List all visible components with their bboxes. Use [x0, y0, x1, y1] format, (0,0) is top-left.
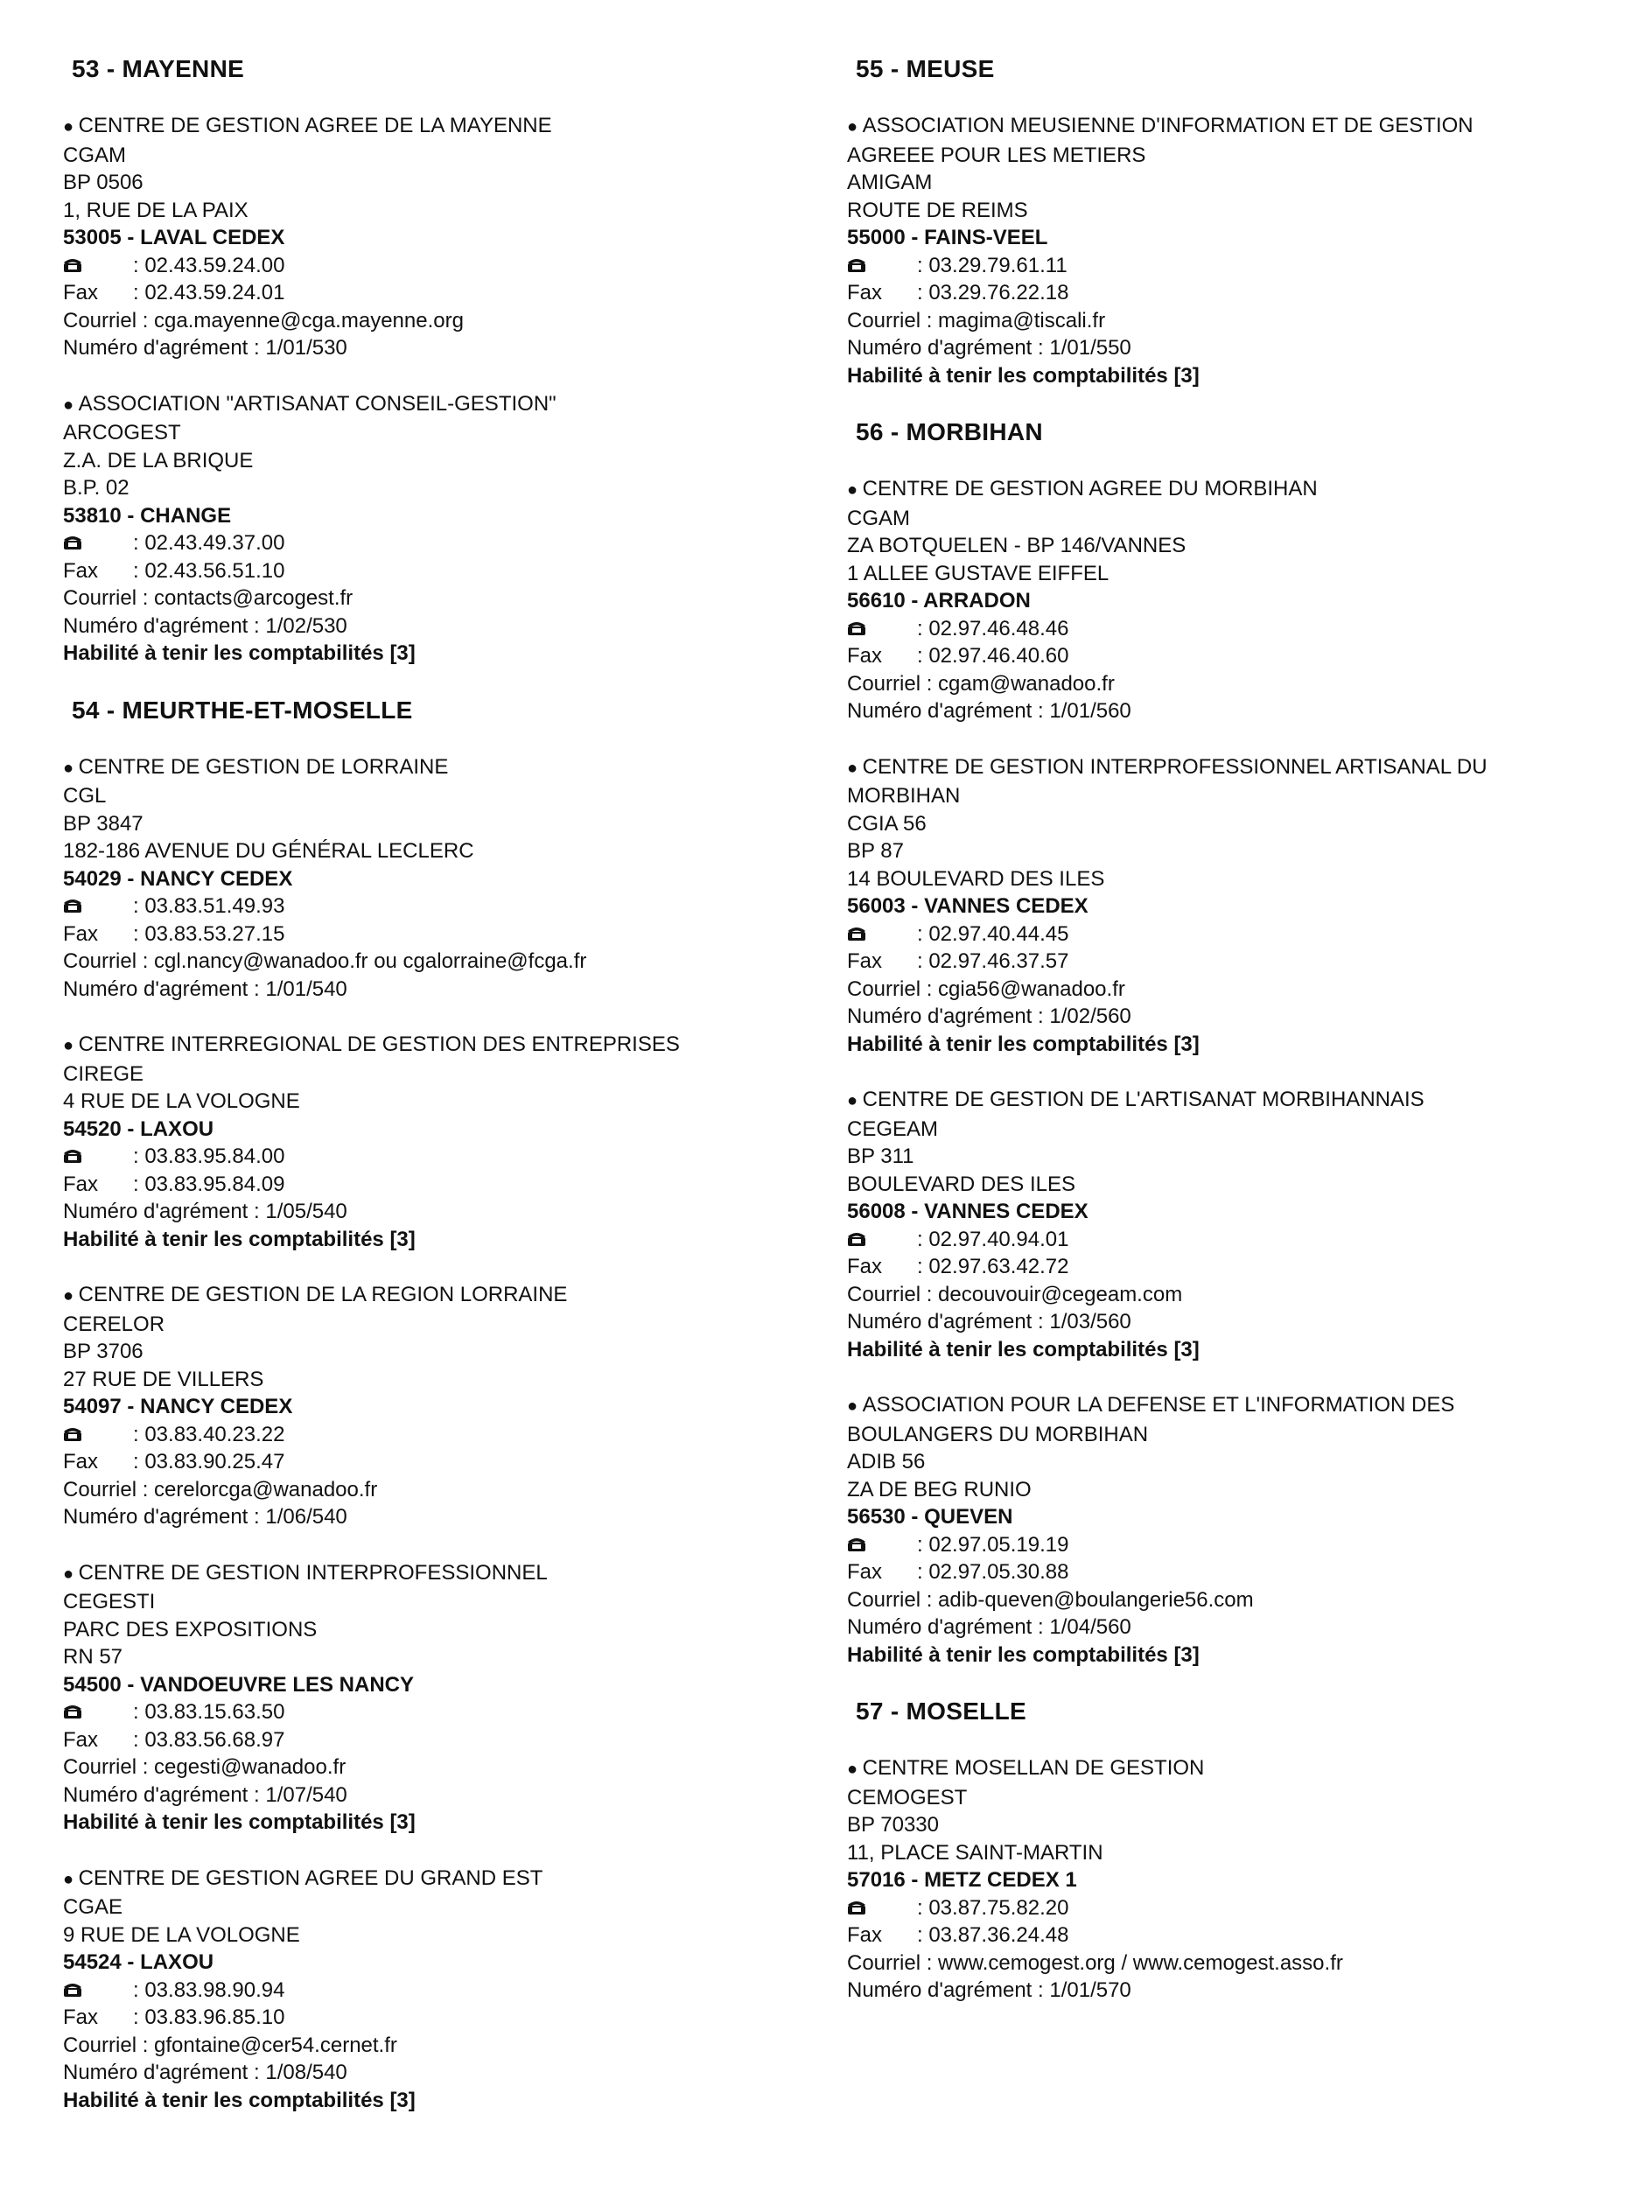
phone-number: : 03.83.98.90.94 [133, 1978, 285, 2002]
fax-row [63, 1171, 833, 1199]
approval-number: Numéro d'agrément : 1/04/560 [847, 1615, 1131, 1639]
address-line: BP 3706 [63, 1340, 144, 1363]
organization-name: ● CENTRE DE GESTION INTERPROFESSIONNEL ARTISANAL DU [847, 753, 1617, 783]
address-line: ROUTE DE REIMS [847, 198, 1028, 222]
organization-entry [63, 1281, 833, 1531]
accounting-authorization: Habilité à tenir les comptabilités [3] [847, 1337, 1200, 1362]
fax-number: : 02.97.63.42.72 [917, 1255, 1069, 1278]
address-line: BP 311 [847, 1144, 914, 1168]
organization-entry [847, 753, 1617, 1059]
accounting-authorization: Habilité à tenir les comptabilités [3] [63, 1810, 416, 1834]
fax-row [63, 920, 833, 948]
telephone-icon [63, 1426, 82, 1442]
fax-number: : 03.87.36.24.48 [917, 1923, 1069, 1947]
email-line[interactable]: Courriel : cga.mayenne@cga.mayenne.org [63, 308, 464, 332]
fax-number: : 03.29.76.22.18 [917, 281, 1069, 304]
phone-number: : 02.43.59.24.00 [133, 253, 285, 277]
phone-number: : 03.83.40.23.22 [133, 1422, 285, 1446]
phone-row [63, 1977, 833, 2005]
postal-city: 56008 - VANNES CEDEX [847, 1200, 1088, 1223]
telephone-icon [63, 257, 82, 273]
address-line: CEMOGEST [847, 1785, 968, 1810]
approval-number: Numéro d'agrément : 1/08/540 [63, 2061, 347, 2084]
phone-row [63, 1698, 833, 1726]
fax-label: Fax [63, 1172, 99, 1196]
department-heading: 55 - MEUSE [856, 55, 995, 82]
address-line: 11, PLACE SAINT-MARTIN [847, 1840, 1103, 1865]
organization-entry [847, 112, 1617, 389]
fax-number: : 03.83.56.68.97 [133, 1727, 285, 1752]
telephone-icon [847, 1231, 866, 1247]
fax-row [63, 1726, 833, 1754]
fax-label: Fax [63, 921, 99, 946]
fax-label: Fax [847, 1255, 883, 1278]
approval-number: Numéro d'agrément : 1/06/540 [63, 1505, 347, 1529]
organization-name: ● CENTRE DE GESTION AGREE DU MORBIHAN [847, 475, 1617, 505]
address-line: BP 0506 [63, 171, 144, 194]
phone-number: : 02.97.40.44.45 [917, 921, 1069, 946]
approval-number: Numéro d'agrément : 1/03/560 [847, 1310, 1131, 1334]
address-line: CGAM [847, 506, 910, 530]
address-line: CGAE [63, 1895, 123, 1919]
approval-number: Numéro d'agrément : 1/01/530 [63, 336, 347, 360]
postal-city: 54524 - LAXOU [63, 1950, 214, 1974]
fax-row [847, 279, 1617, 307]
phone-number: : 02.97.40.94.01 [917, 1227, 1069, 1251]
left-column [63, 54, 833, 2142]
fax-number: : 03.83.95.84.09 [133, 1172, 285, 1196]
organization-name: ● ASSOCIATION MEUSIENNE D'INFORMATION ET DE GESTION [847, 112, 1617, 142]
organization-name: ● ASSOCIATION POUR LA DEFENSE ET L'INFORMATION DES [847, 1391, 1617, 1421]
email-line[interactable]: Courriel : cgam@wanadoo.fr [847, 671, 1115, 696]
address-line: 14 BOULEVARD DES ILES [847, 866, 1105, 891]
fax-label: Fax [63, 1450, 99, 1474]
address-line: 1 ALLEE GUSTAVE EIFFEL [847, 561, 1110, 585]
fax-number: : 02.97.46.40.60 [917, 644, 1069, 668]
email-line[interactable]: Courriel : www.cemogest.org / www.cemogest.asso.fr [847, 1950, 1343, 1975]
address-line: 4 RUE DE LA VOLOGNE [63, 1089, 300, 1113]
accounting-authorization: Habilité à tenir les comptabilités [3] [847, 363, 1200, 388]
phone-row [63, 1143, 833, 1171]
phone-number: : 03.29.79.61.11 [917, 253, 1068, 277]
organization-entry [847, 475, 1617, 725]
telephone-icon [847, 926, 866, 942]
email-line[interactable]: Courriel : magima@tiscali.fr [847, 308, 1106, 332]
fax-number: : 02.43.59.24.01 [133, 281, 285, 304]
address-line: B.P. 02 [63, 476, 130, 500]
fax-row [63, 2004, 833, 2032]
fax-number: : 03.83.96.85.10 [133, 2006, 285, 2029]
fax-row [847, 1922, 1617, 1950]
address-line: 9 RUE DE LA VOLOGNE [63, 1922, 300, 1947]
organization-entry [847, 1391, 1617, 1669]
address-line: CGAM [63, 143, 126, 167]
address-line: BP 70330 [847, 1813, 939, 1837]
address-line: CGIA 56 [847, 811, 927, 836]
address-line: ZA BOTQUELEN - BP 146/VANNES [847, 534, 1186, 557]
organization-name: ● CENTRE DE GESTION INTERPROFESSIONNEL [63, 1559, 833, 1589]
approval-number: Numéro d'agrément : 1/01/540 [63, 976, 347, 1001]
phone-row [847, 252, 1617, 280]
phone-number: : 02.43.49.37.00 [133, 531, 285, 555]
phone-row [63, 252, 833, 280]
postal-city: 54520 - LAXOU [63, 1116, 214, 1141]
postal-city: 54029 - NANCY CEDEX [63, 866, 293, 891]
telephone-icon [63, 535, 82, 550]
fax-row [847, 1253, 1617, 1281]
address-line: 182-186 AVENUE DU GÉNÉRAL LECLERC [63, 839, 474, 863]
department-heading: 56 - MORBIHAN [856, 418, 1043, 445]
address-line: MORBIHAN [847, 784, 961, 808]
phone-row [847, 1226, 1617, 1254]
right-column [847, 54, 1617, 2033]
address-line: CERELOR [63, 1312, 165, 1336]
email-line[interactable]: Courriel : decouvouir@cegeam.com [847, 1282, 1183, 1306]
address-line: Z.A. DE LA BRIQUE [63, 448, 254, 472]
organization-name: ● ASSOCIATION "ARTISANAT CONSEIL-GESTION" [63, 390, 833, 420]
address-line: ADIB 56 [847, 1450, 926, 1474]
phone-row [847, 615, 1617, 643]
fax-label: Fax [847, 949, 883, 973]
telephone-icon [63, 1148, 82, 1164]
organization-entry [63, 112, 833, 362]
phone-number: : 03.87.75.82.20 [917, 1895, 1069, 1920]
accounting-authorization: Habilité à tenir les comptabilités [3] [63, 2088, 416, 2112]
approval-number: Numéro d'agrément : 1/02/530 [63, 613, 347, 638]
address-line: AMIGAM [847, 171, 933, 194]
address-line: CEGESTI [63, 1590, 156, 1614]
organization-entry [63, 1559, 833, 1837]
postal-city: 54097 - NANCY CEDEX [63, 1395, 293, 1418]
postal-city: 56610 - ARRADON [847, 589, 1031, 612]
approval-number: Numéro d'agrément : 1/05/540 [63, 1200, 347, 1223]
address-line: BOULEVARD DES ILES [847, 1172, 1075, 1196]
organization-name: ● CENTRE DE GESTION DE LORRAINE [63, 753, 833, 783]
approval-number: Numéro d'agrément : 1/01/560 [847, 699, 1131, 723]
phone-number: : 03.83.15.63.50 [133, 1700, 285, 1724]
email-line[interactable]: Courriel : cerelorcga@wanadoo.fr [63, 1477, 378, 1502]
fax-row [63, 1448, 833, 1476]
email-line[interactable]: Courriel : gfontaine@cer54.cernet.fr [63, 2033, 397, 2057]
department-heading: 53 - MAYENNE [72, 55, 245, 82]
postal-city: 56530 - QUEVEN [847, 1505, 1013, 1529]
telephone-icon [847, 620, 866, 636]
address-line: ARCOGEST [63, 421, 181, 444]
fax-number: : 02.97.05.30.88 [917, 1560, 1069, 1584]
address-line: BOULANGERS DU MORBIHAN [847, 1422, 1149, 1446]
fax-label: Fax [847, 281, 883, 304]
fax-row [847, 948, 1617, 976]
email-line[interactable]: Courriel : cegesti@wanadoo.fr [63, 1755, 346, 1779]
organization-name: ● CENTRE MOSELLAN DE GESTION [847, 1754, 1617, 1784]
organization-name: ● CENTRE DE GESTION DE L'ARTISANAT MORBIHANNAIS [847, 1086, 1617, 1116]
address-line: 1, RUE DE LA PAIX [63, 198, 248, 222]
accounting-authorization: Habilité à tenir les comptabilités [3] [63, 641, 416, 665]
phone-row [847, 1894, 1617, 1922]
accounting-authorization: Habilité à tenir les comptabilités [3] [847, 1642, 1200, 1667]
fax-label: Fax [63, 2006, 99, 2029]
address-line: RN 57 [63, 1645, 123, 1669]
telephone-icon [847, 1900, 866, 1915]
postal-city: 55000 - FAINS-VEEL [847, 226, 1048, 249]
fax-label: Fax [847, 1560, 883, 1584]
phone-number: : 03.83.95.84.00 [133, 1144, 285, 1168]
organization-entry [63, 390, 833, 668]
telephone-icon [63, 1982, 82, 1998]
email-line[interactable]: Courriel : adib-queven@boulangerie56.com [847, 1587, 1254, 1612]
address-line: AGREEE POUR LES METIERS [847, 143, 1146, 167]
fax-label: Fax [63, 558, 99, 583]
fax-row [847, 642, 1617, 670]
postal-city: 54500 - VANDOEUVRE LES NANCY [63, 1672, 414, 1697]
postal-city: 56003 - VANNES CEDEX [847, 894, 1088, 918]
organization-entry [847, 1086, 1617, 1363]
accounting-authorization: Habilité à tenir les comptabilités [3] [847, 1032, 1200, 1056]
address-line: CGL [63, 784, 107, 808]
department-heading: 54 - MEURTHE-ET-MOSELLE [72, 696, 413, 724]
approval-number: Numéro d'agrément : 1/01/570 [847, 1978, 1131, 2002]
fax-row [63, 279, 833, 307]
postal-city: 53810 - CHANGE [63, 503, 232, 528]
approval-number: Numéro d'agrément : 1/01/550 [847, 336, 1131, 360]
address-line: CEGEAM [847, 1116, 939, 1141]
phone-row [63, 1421, 833, 1449]
address-line: CIREGE [63, 1061, 144, 1086]
department-heading: 57 - MOSELLE [856, 1698, 1026, 1725]
accounting-authorization: Habilité à tenir les comptabilités [3] [63, 1227, 416, 1251]
postal-city: 57016 - METZ CEDEX 1 [847, 1868, 1077, 1892]
email-line[interactable]: Courriel : cgia56@wanadoo.fr [847, 976, 1125, 1001]
address-line: PARC DES EXPOSITIONS [63, 1617, 318, 1642]
phone-row [63, 529, 833, 557]
telephone-icon [847, 257, 866, 273]
address-line: ZA DE BEG RUNIO [847, 1477, 1032, 1502]
phone-number: : 03.83.51.49.93 [133, 894, 285, 918]
fax-label: Fax [63, 281, 99, 304]
email-line[interactable]: Courriel : cgl.nancy@wanadoo.fr ou cgalorraine@fcga.fr [63, 949, 587, 973]
fax-row [847, 1558, 1617, 1586]
postal-city: 53005 - LAVAL CEDEX [63, 226, 285, 249]
fax-label: Fax [847, 644, 883, 668]
organization-name: ● CENTRE DE GESTION DE LA REGION LORRAINE [63, 1281, 833, 1311]
address-line: BP 87 [847, 839, 904, 863]
fax-number: : 02.97.46.37.57 [917, 949, 1069, 973]
email-line[interactable]: Courriel : contacts@arcogest.fr [63, 586, 354, 610]
address-line: BP 3847 [63, 811, 144, 836]
organization-name: ● CENTRE DE GESTION AGREE DE LA MAYENNE [63, 112, 833, 142]
telephone-icon [63, 1704, 82, 1719]
approval-number: Numéro d'agrément : 1/02/560 [847, 1004, 1131, 1028]
organization-entry [847, 1754, 1617, 2005]
fax-number: : 03.83.53.27.15 [133, 921, 285, 946]
address-line: 27 RUE DE VILLERS [63, 1367, 264, 1391]
approval-number: Numéro d'agrément : 1/07/540 [63, 1782, 347, 1807]
fax-number: : 02.43.56.51.10 [133, 558, 285, 583]
fax-number: : 03.83.90.25.47 [133, 1450, 285, 1474]
telephone-icon [63, 898, 82, 914]
telephone-icon [847, 1536, 866, 1552]
organization-entry [63, 1031, 833, 1253]
phone-row [847, 920, 1617, 948]
organization-entry [63, 1865, 833, 2115]
phone-row [63, 892, 833, 920]
fax-label: Fax [63, 1727, 99, 1752]
fax-label: Fax [847, 1923, 883, 1947]
phone-number: : 02.97.05.19.19 [917, 1532, 1069, 1557]
organization-name: ● CENTRE INTERREGIONAL DE GESTION DES ENTREPRISES [63, 1031, 833, 1060]
phone-number: : 02.97.46.48.46 [917, 616, 1069, 640]
phone-row [847, 1531, 1617, 1559]
organization-entry [63, 753, 833, 1004]
fax-row [63, 557, 833, 585]
organization-name: ● CENTRE DE GESTION AGREE DU GRAND EST [63, 1865, 833, 1894]
